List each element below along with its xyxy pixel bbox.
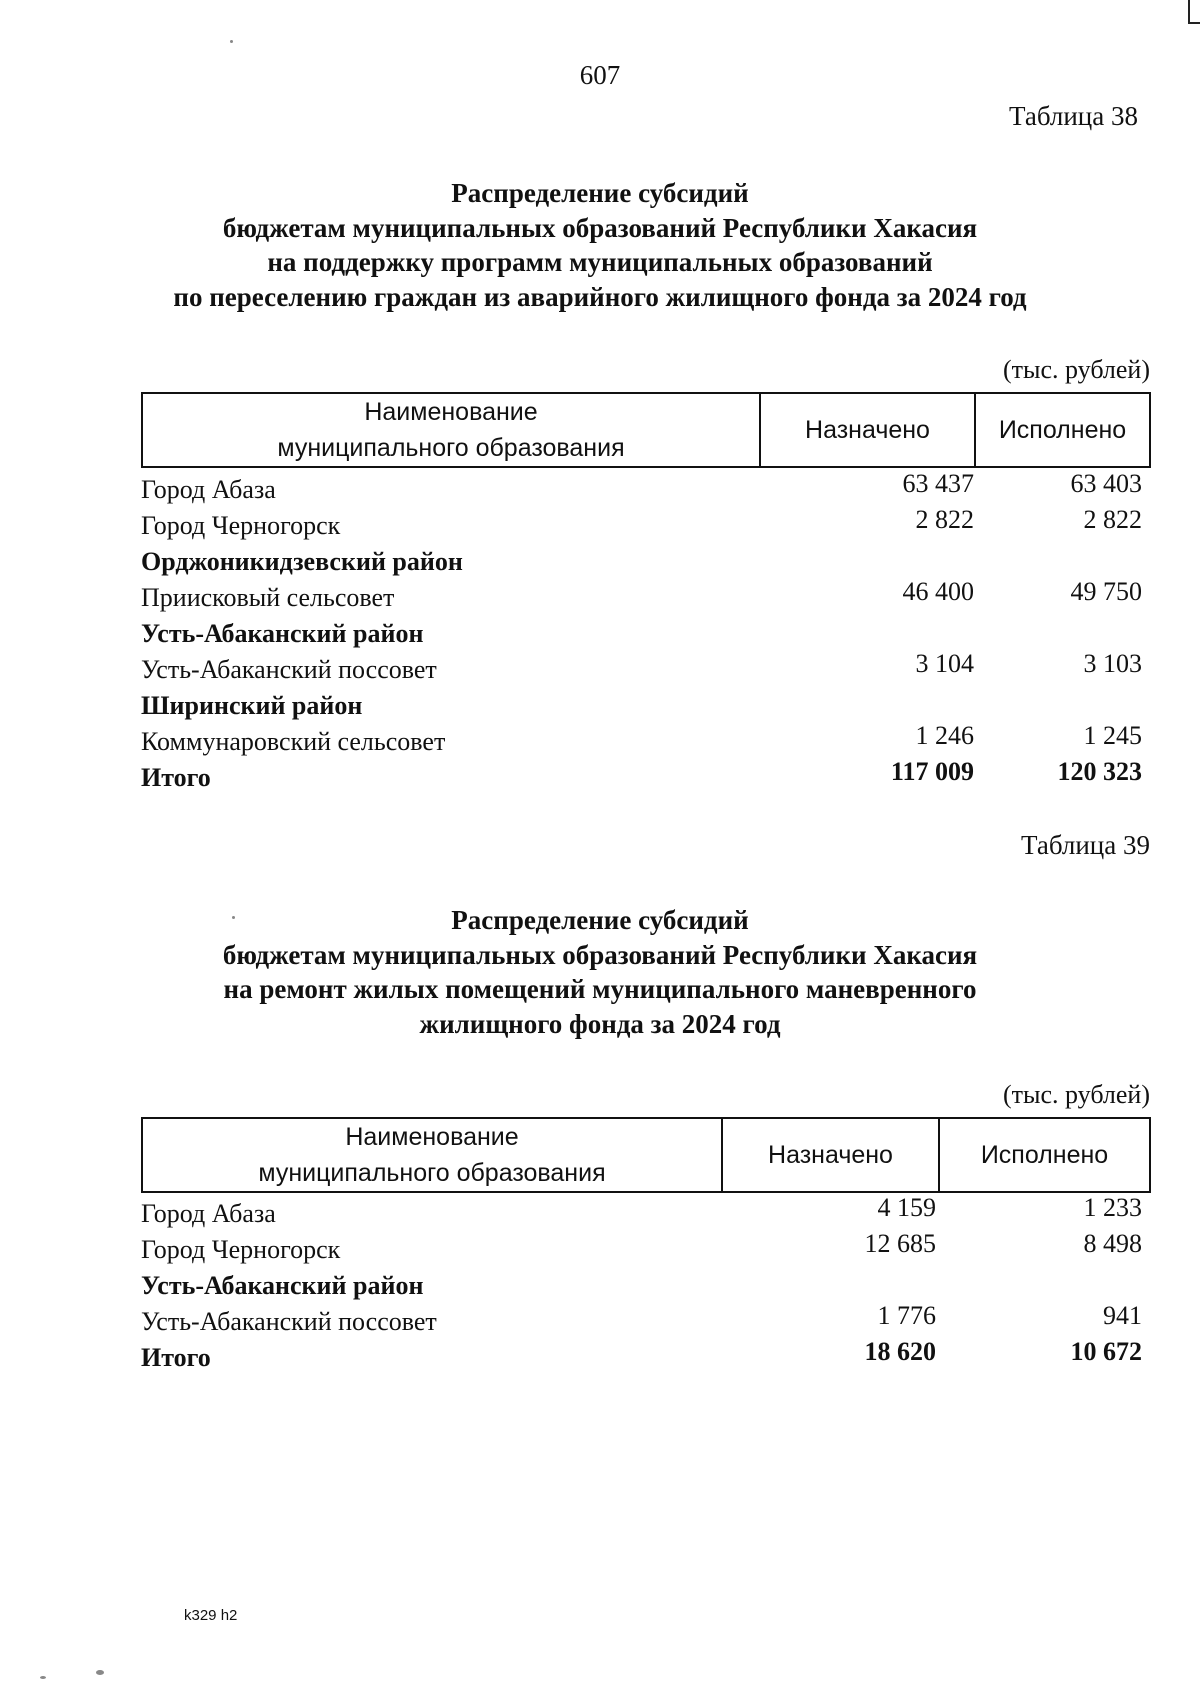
row-executed-value: 2 822 [1083,505,1142,534]
row-assigned-value: 117 009 [890,757,974,786]
scan-speck [230,40,233,43]
row-assigned-value: 12 685 [864,1229,936,1258]
row-name: Усть-Абаканский поссовет [141,1307,437,1336]
table-total-row [141,757,1141,793]
table-38-title [0,176,1200,314]
row-assigned-value: 1 776 [877,1301,936,1330]
row-name: Ширинский район [141,691,363,720]
table-38-header [141,392,1151,468]
table-38-label: Таблица 38 [1009,101,1138,131]
table-39-label: Таблица 39 [1021,830,1150,860]
table-row [141,469,1141,505]
table-38-body [141,469,1141,793]
row-name: Итого [141,1343,211,1372]
row-name: Город Абаза [141,475,276,504]
header-name-line2: муниципального образования [258,1159,606,1187]
row-assigned-value: 18 620 [864,1337,936,1366]
table-38-unit: (тыс. рублей) [1002,355,1150,384]
row-assigned-value: 4 159 [877,1193,936,1222]
row-name: Город Черногорск [141,511,341,540]
table-38-title-line: Распределение субсидий [451,178,749,208]
row-name: Итого [141,763,211,792]
table-39-title-line: жилищного фонда за 2024 год [419,1008,781,1039]
row-assigned-value: 46 400 [902,577,974,606]
row-name: Усть-Абаканский поссовет [141,655,437,684]
table-row [141,577,1141,613]
row-executed-value: 1 233 [1083,1193,1142,1222]
table-39-unit: (тыс. рублей) [1002,1080,1150,1109]
row-executed-value: 8 498 [1083,1229,1142,1258]
table-row [141,649,1141,685]
page-edge-mark [1188,0,1200,24]
scan-speck [96,1670,104,1675]
header-name-line1: Наименование [345,1123,519,1151]
table-row [141,721,1141,757]
row-executed-value: 3 103 [1083,649,1142,678]
footer-code: k329 h2 [184,1607,238,1624]
scan-speck [232,916,235,919]
table-38-title-line: по переселению граждан из аварийного жилищного фонда за 2024 год [173,281,1027,312]
header-executed: Исполнено [974,394,1149,466]
row-executed-value: 63 403 [1070,469,1142,498]
table-38-title-line: на поддержку программ муниципальных образований [267,247,933,277]
table-39-header [141,1117,1151,1193]
header-executed: Исполнено [938,1119,1149,1191]
table-39-body [141,1193,1141,1373]
row-name: Приисковый сельсовет [141,583,395,612]
header-name-cell [143,1119,721,1191]
header-name-cell [143,394,759,466]
row-executed-value: 941 [1103,1301,1142,1330]
row-executed-value: 49 750 [1070,577,1142,606]
table-row [141,1193,1141,1229]
table-row [141,1229,1141,1265]
table-39-title-line: на ремонт жилых помещений муниципального маневренного [223,974,977,1004]
header-assigned: Назначено [759,394,974,466]
table-section-row [141,541,1141,577]
table-39-title [0,903,1200,1041]
header-name-line2: муниципального образования [277,434,625,462]
row-name: Город Абаза [141,1199,276,1228]
page-number: 607 [579,60,621,90]
row-name: Коммунаровский сельсовет [141,727,446,756]
row-assigned-value: 3 104 [915,649,974,678]
row-executed-value: 1 245 [1083,721,1142,750]
row-name: Город Черногорск [141,1235,341,1264]
table-39-title-line: бюджетам муниципальных образований Республики Хакасия [222,939,978,970]
row-executed-value: 10 672 [1070,1337,1142,1366]
row-assigned-value: 63 437 [902,469,974,498]
table-row [141,1301,1141,1337]
header-name-line1: Наименование [364,398,538,426]
table-section-row [141,1265,1141,1301]
scan-speck [40,1676,46,1679]
table-row [141,505,1141,541]
table-38-title-line: бюджетам муниципальных образований Республики Хакасия [222,212,978,243]
row-executed-value: 120 323 [1057,757,1142,786]
row-assigned-value: 2 822 [915,505,974,534]
table-total-row [141,1337,1141,1373]
table-section-row [141,685,1141,721]
row-name: Орджоникидзевский район [141,547,463,576]
row-name: Усть-Абаканский район [141,619,424,648]
header-assigned: Назначено [721,1119,938,1191]
row-name: Усть-Абаканский район [141,1271,424,1300]
row-assigned-value: 1 246 [915,721,974,750]
table-section-row [141,613,1141,649]
table-39-title-line: Распределение субсидий [451,905,749,935]
